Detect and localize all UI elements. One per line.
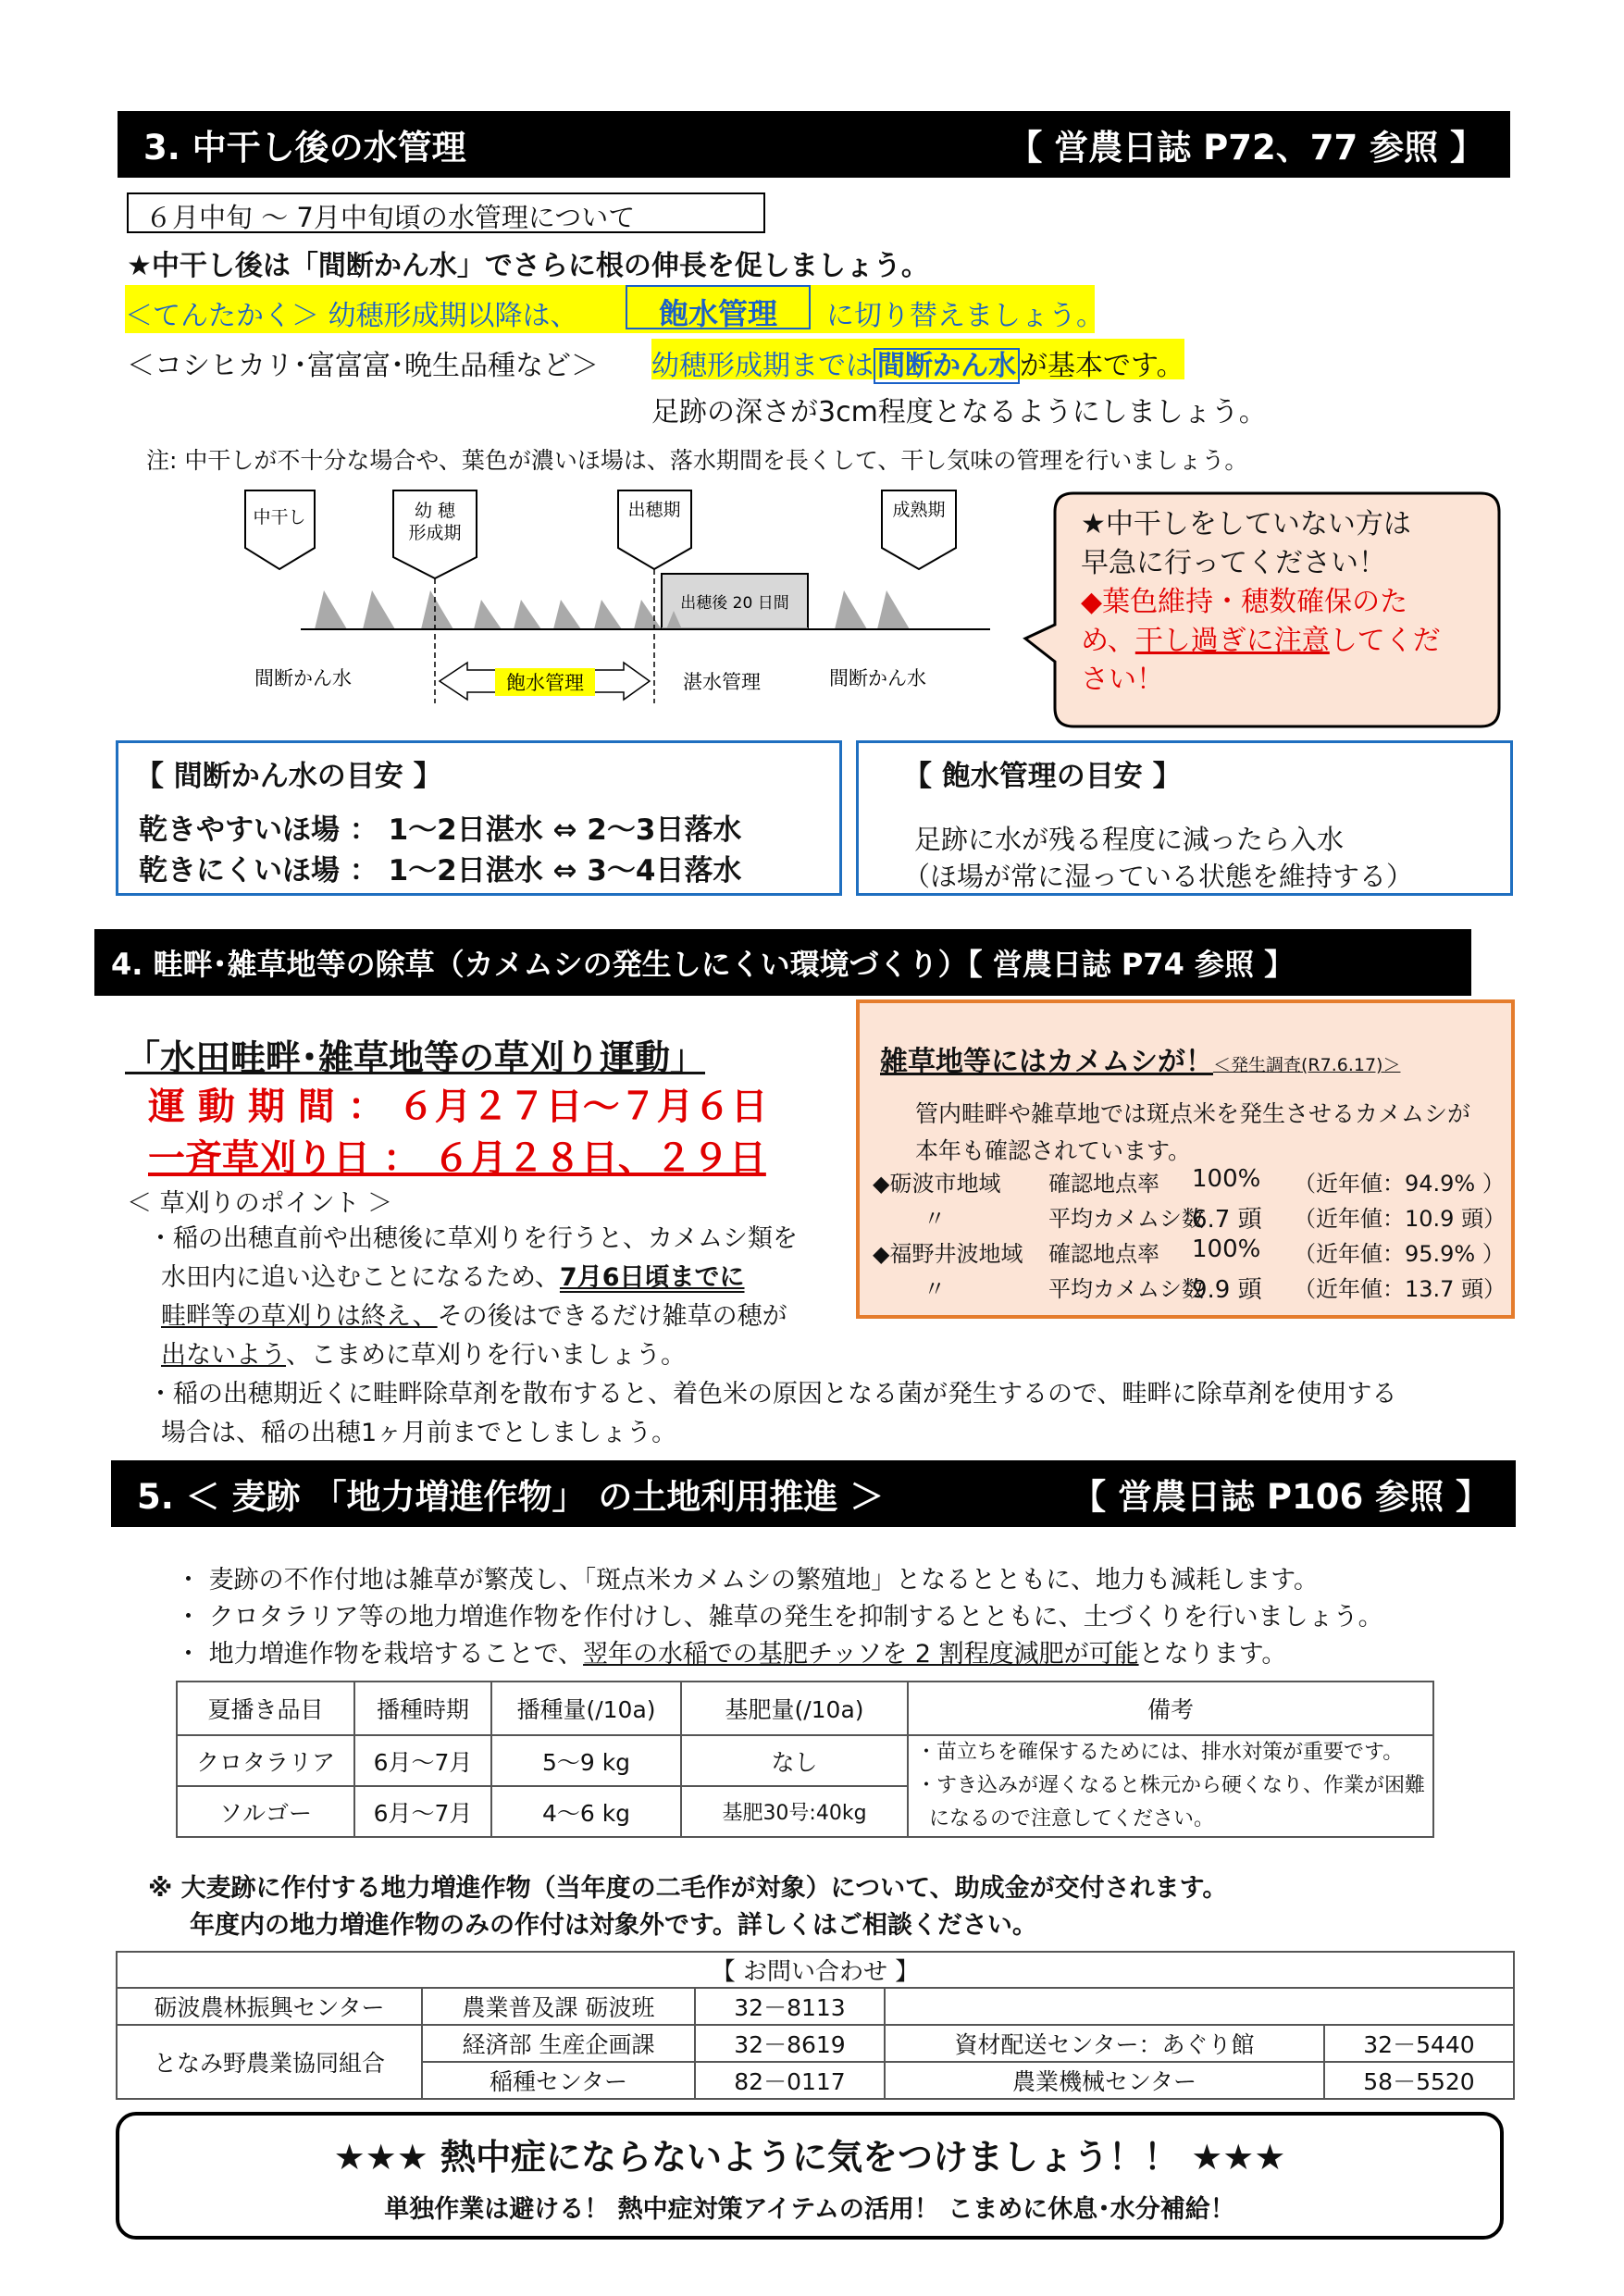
survey-value: 100% — [1192, 1165, 1261, 1193]
period-subheading: ６月中旬 ～ 7月中旬頃の水管理について — [127, 192, 765, 233]
mowing-point-2 — [148, 1375, 1396, 1453]
section-4-title: 4. 畦畔･雑草地等の除草（カメムシの発生しにくい環境づくり）【 営農日誌 P74 参照 】 — [111, 947, 1295, 982]
koshihikari-text-b: 幼穂形成期までは — [651, 350, 874, 382]
contact-table — [116, 1951, 1515, 2100]
mowing-points-heading: ＜ 草刈りのポイント ＞ — [127, 1189, 393, 1218]
kandan-box-label: 間断かん水 — [874, 348, 1020, 384]
contact-phone: 58－5520 — [1324, 2062, 1514, 2099]
table-header: 播種時期 — [354, 1682, 491, 1735]
section-3-header — [118, 111, 1510, 178]
contact-dept: 稲種センター — [422, 2062, 695, 2099]
star-message: ★中干し後は「間断かん水」でさらに根の伸長を促しましょう。 — [127, 250, 929, 282]
section-3-note: 注: 中干しが不十分な場合や、葉色が濃いほ場は、落水期間を長くして、干し気味の管理を行いましょう。 — [146, 447, 1248, 474]
campaign-period: 運 動 期 間 ： ６月２７日～７月６日 — [148, 1086, 768, 1128]
kandan-guide-row-1: 乾きやすいほ場 ： 1～2日湛水 ⇔ 2～3日落水 — [139, 813, 742, 847]
bubble-line-3: ◆葉色維持・穂数確保のた — [1081, 586, 1408, 618]
koshihikari-label: ＜コシヒカリ･富富富･晩生品種など＞ — [127, 350, 599, 382]
youhou-label-2: 形成期 — [408, 523, 462, 543]
table-header: 夏播き品目 — [177, 1682, 354, 1735]
table-cell: なし — [681, 1735, 908, 1786]
tentaka-text-b: に切り替えましょう。 — [826, 300, 1104, 332]
bullet-2: ・ クロタラリア等の地力増進作物を作付けし、雑草の発生を抑制するとともに、土づくりを行いましょう。 — [176, 1603, 1383, 1632]
tentaka-text-a: ＜てんたかく＞ 幼穂形成期以降は、 — [125, 300, 578, 332]
table-row — [177, 1735, 1433, 1786]
section-3-reference: 【 営農日誌 P72、77 参照 】 — [1008, 128, 1484, 168]
survey-title-line — [880, 1038, 1400, 1079]
contact-org: 砺波農林振興センター — [117, 1988, 422, 2025]
housui-guide-title: 【 飽水管理の目安 】 — [903, 760, 1182, 793]
point-2-line-1: ・稲の出穂期近くに畦畔除草剤を散布すると、着色米の原因となる菌が発生するので、畦畔に除草剤を使用する — [148, 1380, 1397, 1409]
kandan-guide-title: 【 間断かん水の目安 】 — [135, 760, 442, 793]
table-header: 播種量(/10a) — [491, 1682, 681, 1735]
table-cell: クロタラリア — [177, 1735, 354, 1786]
shussui-label: 出穂期 — [627, 500, 681, 520]
koshihikari-text-c: が基本です。 — [1020, 350, 1184, 382]
survey-area: ◆砺波市地域 — [873, 1171, 1001, 1197]
survey-label: 確認地点率 — [1048, 1171, 1159, 1197]
campaign-oneday: 一斉草刈り日 ： ６月２８日、２９日 — [148, 1137, 766, 1180]
contact-dept: 農業普及課 砺波班 — [422, 1988, 695, 2025]
bubble-warning-underlined: 干し過ぎに注意 — [1134, 625, 1330, 657]
subsidy-note-2: 年度内の地力増進作物のみの作付は対象外です。詳しくはご相談ください。 — [190, 1911, 1037, 1940]
stinkbug-survey-box — [856, 999, 1515, 1319]
koshihikari-line — [651, 339, 1184, 382]
after20-label: 出穂後 20 日間 — [680, 594, 789, 613]
table-cell: 5～9 kg — [491, 1735, 681, 1786]
survey-area: 〃 — [924, 1206, 946, 1232]
contact-org: となみ野農業協同組合 — [117, 2025, 422, 2099]
youhou-label-1: 幼 穂 — [414, 501, 456, 521]
depth-guidance: 足跡の深さが3cm程度となるようにしましょう。 — [651, 396, 1267, 428]
contact-dept: 資材配送センター：あぐり館 — [885, 2025, 1324, 2062]
bubble-line-2: 早急に行ってください！ — [1081, 547, 1386, 579]
bubble-line-4: め、干し過ぎに注意してくだ — [1081, 625, 1441, 657]
housui-box-label: 飽水管理 — [626, 285, 811, 329]
tansui-label: 湛水管理 — [683, 671, 761, 693]
survey-avg: （近年値：95.9% ） — [1294, 1241, 1505, 1267]
point-2-line-2: 場合は、稲の出穂1ヶ月前までとしましょう。 — [161, 1419, 677, 1447]
survey-date: ＜発生調査(R7.6.17)＞ — [1213, 1055, 1401, 1075]
survey-area: 〃 — [924, 1276, 946, 1302]
survey-label: 平均カメムシ数 — [1048, 1206, 1204, 1232]
survey-label: 確認地点率 — [1048, 1241, 1159, 1267]
table-cell: 4～6 kg — [491, 1786, 681, 1837]
contact-row — [117, 2025, 1514, 2062]
nakaboshi-marker — [245, 490, 315, 569]
water-level-teeth — [315, 590, 910, 629]
kandan-right-label: 間断かん水 — [829, 667, 926, 689]
subsidy-note-1: ※ 大麦跡に作付する地力増進作物（当年度の二毛作が対象）について、助成金が交付されます。 — [148, 1874, 1228, 1903]
survey-value: 100% — [1192, 1235, 1261, 1263]
survey-value: 6.7 頭 — [1192, 1206, 1262, 1234]
kandan-guide-box — [116, 740, 842, 896]
table-header: 基肥量(/10a) — [681, 1682, 908, 1735]
bubble-line-5: さい！ — [1081, 664, 1164, 696]
survey-avg: （近年値：13.7 頭） — [1294, 1276, 1506, 1302]
survey-area: ◆福野井波地域 — [873, 1241, 1023, 1267]
survey-label: 平均カメムシ数 — [1048, 1276, 1204, 1302]
contact-row — [117, 1988, 1514, 2025]
heatstroke-banner — [116, 2112, 1504, 2240]
kandan-guide-row-2: 乾きにくいほ場 ： 1～2日湛水 ⇔ 3～4日落水 — [139, 854, 742, 887]
table-cell: 6月～7月 — [354, 1786, 491, 1837]
deadline-date: 7月6日頃までに — [559, 1263, 745, 1292]
section-4-header — [94, 929, 1471, 996]
water-management-diagram — [231, 481, 1027, 722]
housui-guide-row-1: 足跡に水が残る程度に減ったら入水 — [914, 824, 1345, 855]
fertilizer-reduction: 翌年の水稲での基肥チッソを 2 割程度減肥が可能 — [583, 1640, 1139, 1669]
contact-phone: 82－0117 — [695, 2062, 885, 2099]
survey-intro-2: 本年も確認されています。 — [915, 1137, 1192, 1164]
bullet-1: ・ 麦跡の不作付地は雑草が繁茂し、「斑点米カメムシの繁殖地」となるとともに、地力も減耗します。 — [176, 1566, 1319, 1595]
mowing-point-1: ・稲の出穂直前や出穂後に草刈りを行うと、カメムシ類を 水田内に追い込むことになるため、7月6日頃までに 畦畔等の草刈りは終え、その後はできるだけ雑草の穂が 出ないよう、こまめに草刈りを行いましょう。 — [148, 1220, 798, 1375]
kandan-left-label: 間断かん水 — [254, 667, 352, 689]
bullet-3: ・ 地力増進作物を栽培することで、翌年の水稲での基肥チッソを 2 割程度減肥が可能となります。 — [176, 1640, 1287, 1669]
notice-bubble — [1081, 505, 1441, 700]
housui-arrow-label: 飽水管理 — [506, 672, 584, 694]
table-cell: 6月～7月 — [354, 1735, 491, 1786]
contact-phone: 32－5440 — [1324, 2025, 1514, 2062]
table-cell: ソルゴー — [177, 1786, 354, 1837]
housui-guide-row-2: （ほ場が常に湿っている状態を維持する） — [903, 861, 1414, 892]
contact-phone: 32－8113 — [695, 1988, 885, 2025]
section-5-bullets — [176, 1562, 1383, 1673]
contact-dept: 経済部 生産企画課 — [422, 2025, 695, 2062]
survey-avg: （近年値：10.9 頭） — [1294, 1206, 1506, 1232]
nakaboshi-label: 中干し — [253, 507, 306, 527]
survey-avg: （近年値：94.9% ） — [1294, 1171, 1505, 1197]
section-5-header — [111, 1460, 1516, 1527]
table-cell: 基肥30号:40kg — [681, 1786, 908, 1837]
table-header: 備考 — [908, 1682, 1433, 1735]
green-manure-table — [176, 1681, 1434, 1838]
bubble-line-1: ★中干しをしていない方は — [1081, 508, 1411, 540]
section-3-title: 3. 中干し後の水管理 — [143, 128, 466, 168]
section-5-title: 5. ＜ 麦跡 「地力増進作物」 の土地利用推進 ＞ — [137, 1477, 885, 1517]
contact-dept: 農業機械センター — [885, 2062, 1324, 2099]
contact-phone: 32－8619 — [695, 2025, 885, 2062]
point-1-line-1: ・稲の出穂直前や出穂後に草刈りを行うと、カメムシ類を — [148, 1224, 798, 1253]
survey-intro-1: 管内畦畔や雑草地では斑点米を発生させるカメムシが — [915, 1100, 1471, 1127]
heatstroke-line-1: ★★★ 熱中症にならないように気をつけましょう！！ ★★★ — [333, 2137, 1286, 2178]
survey-value: 9.9 頭 — [1192, 1276, 1262, 1304]
survey-title: 雑草地等にはカメムシが！ — [880, 1046, 1213, 1078]
heatstroke-line-2: 単独作業は避ける！ 熱中症対策アイテムの活用！ こまめに休息･水分補給！ — [384, 2195, 1235, 2224]
housui-guide-box — [856, 740, 1513, 896]
campaign-title: 「水田畦畔･雑草地等の草刈り運動」 — [125, 1037, 706, 1078]
seijuku-label: 成熟期 — [892, 500, 946, 520]
contact-title: 【 お問い合わせ 】 — [117, 1952, 1514, 1988]
table-header-row — [177, 1682, 1433, 1735]
table-remarks: ・苗立ちを確保するためには、排水対策が重要です。 ・すき込みが遅くなると株元から硬くなり、作業が困難 になるので注意してください。 — [908, 1735, 1433, 1837]
section-5-reference: 【 営農日誌 P106 参照 】 — [1072, 1477, 1490, 1517]
